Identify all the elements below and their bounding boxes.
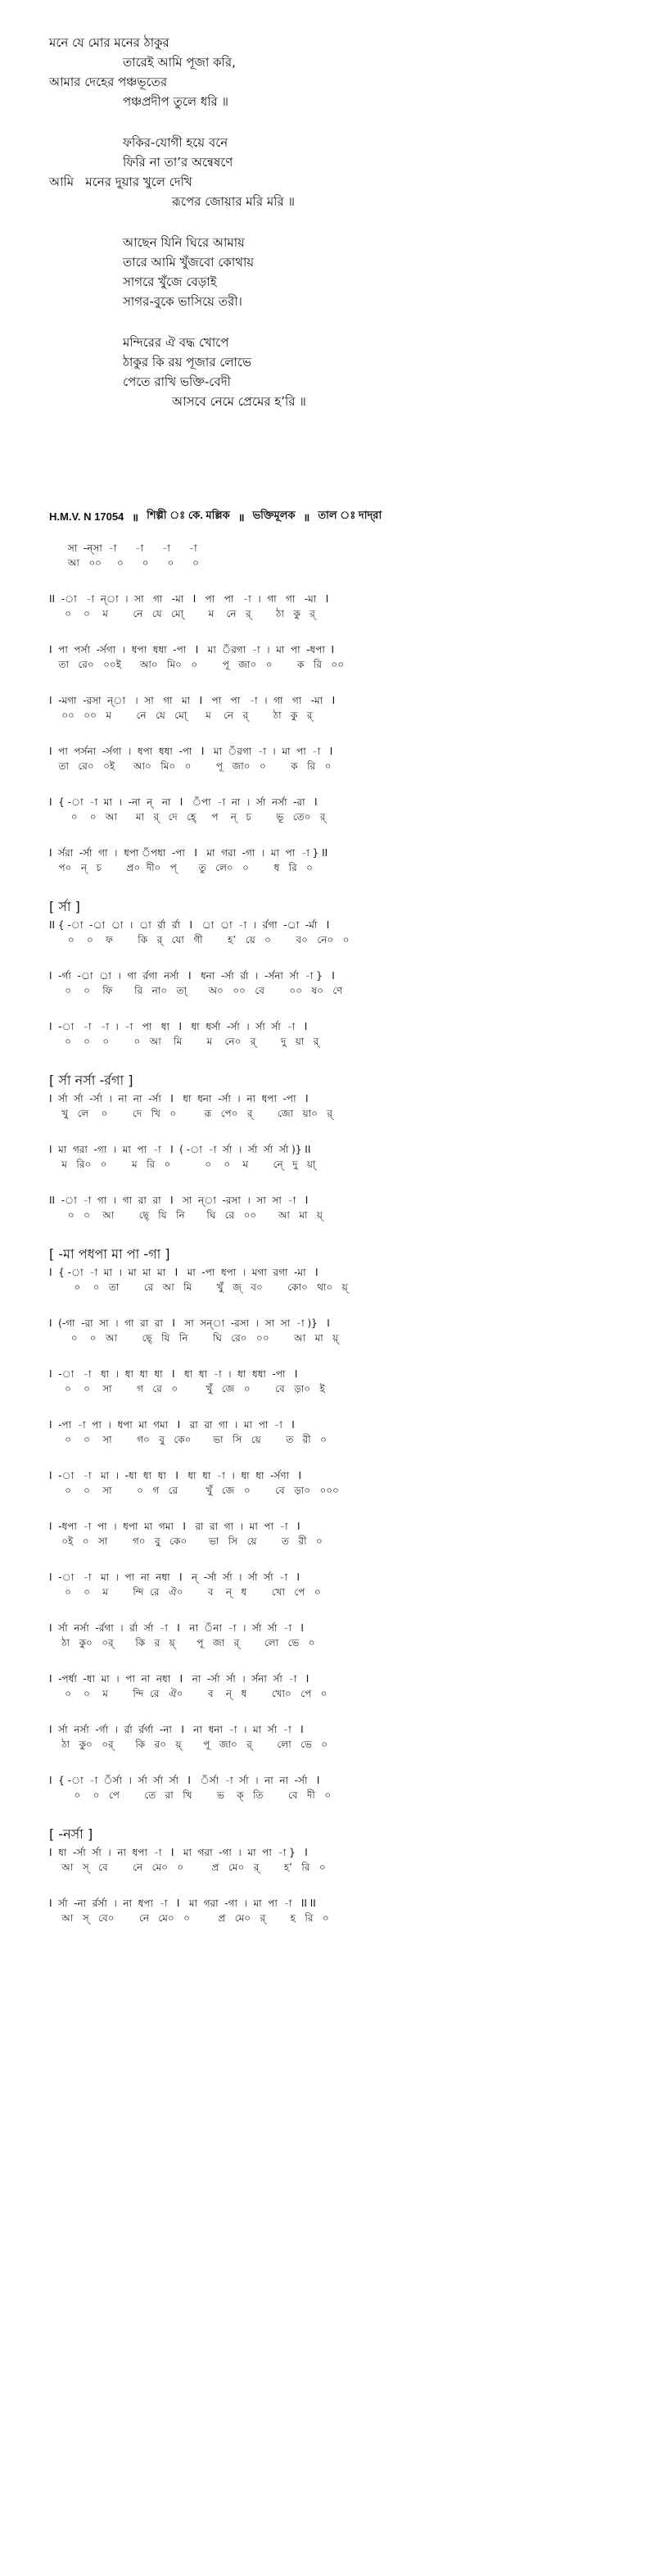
lyric-syllable-line: ০ ০ পে তে রা খি ভ ক্‌ তি বে দী ০ <box>49 1789 331 1801</box>
lyric-syllable-line: ০ ০ তা রে আ মি খুঁ জ্‌ ব০ কো০ থা০ য়্‌ <box>74 1281 348 1293</box>
lyric-syllable-line: ০ ০ সা ০ গ রে খুঁ জে ০ বে ড়া০ ০০০ <box>49 1485 339 1496</box>
notation-row <box>49 1265 622 1316</box>
swara-line: I র্সা নর্সা -র্রগা । র্রা র্সা -া I না ঁনা -া । র্সা র্সা -া I <box>49 1622 304 1634</box>
notation-row <box>49 592 622 642</box>
lyric-syllable-line: ০ ০ ম ন্দি রে ঐ০ ব ন্‌ ধ খো পে ০ <box>49 1586 321 1598</box>
lyrics-line: ঠাকুর কি রয় পূজার লোভে <box>123 355 252 370</box>
swara-line: I -পা -া পা । ধপা মা গমা I রা রা গা । মা পা -া I <box>49 1419 295 1431</box>
lyrics-line: ফিরি না তা’র অন্বেষণে <box>123 155 233 170</box>
notation-row <box>49 1091 622 1142</box>
lyrics-line: মন্দিরের ঐ বদ্ধ খোপে <box>123 335 229 350</box>
notation-row <box>49 918 622 968</box>
notation-note: [ -নর্সা ] <box>49 1826 93 1842</box>
tala-label: তাল ঃ দাদ্‌রা <box>318 509 382 521</box>
lyrics-stanza <box>49 233 606 311</box>
swara-line: I { -া -া ঁর্সা । র্সা র্সা র্সা I ঁর্সা -া র্সা । না না -র্সা I <box>49 1775 320 1786</box>
notation-row <box>49 968 622 1019</box>
swara-line: II { -া -র্া র্া । র্া র্রা র্রা I র্া র্া -া । র্রগা -র্া -র্মা I <box>49 919 330 931</box>
swara-line: I র্সা র্সা -র্সা । না না -র্সা I ধা ধনা -র্সা । না ধপা -পা I <box>49 1093 309 1104</box>
artist-label: শিল্পী ঃ কে. মল্লিক <box>147 509 230 521</box>
notation-sheet <box>49 541 622 1947</box>
lyrics-stanza <box>49 333 606 411</box>
lyric-syllable-line: তা রে০ ০০ই আ০ মি০ ০ পূ জা০ ০ ক রি ০০ <box>49 659 345 670</box>
lyrics-block <box>49 33 606 433</box>
swara-line: I -া -া -া । -া পা ধা I ধা ধর্সা -র্সা । র্সা র্সা -া I <box>49 1021 308 1032</box>
swara-line: I -ধপা -া পা । ধপা মা গমা I রা রা গা । মা পা -া I <box>49 1521 300 1532</box>
lyrics-stanza <box>49 33 606 111</box>
swara-line: I { -া -া মা । মা মা মা I মা -পা ধপা । মগা রগা -মা I <box>49 1267 318 1278</box>
lyric-syllable-line: ০ ০ ম নে যে মো্‌ ম নে র্‌ ঠা কু র্‌ <box>65 608 315 619</box>
lyric-syllable-line: প০ ন্‌ চ প্র০ দী০ প্‌ তু লে০ ০ ধ রি ০ <box>49 862 313 873</box>
swara-line: I ধা -র্সা র্সা । না ধপা -া I মা গরা -গা । মা পা -া } I <box>49 1847 308 1858</box>
lyric-syllable-line: ০ ০ আ ছে্‌ যি নি ঘি রে ০০ আ মা য়্‌ <box>67 1209 323 1221</box>
lyric-syllable-line: ০ ০ ০ ০ আ মি ম নে০ র্‌ দু য়া র্‌ <box>65 1036 319 1047</box>
swara-line: সা -ন্‌সা -া -া -া -া <box>49 542 197 554</box>
lyric-syllable-line: ০০ ০০ ম নে যে মো্‌ ম নে র্‌ ঠা কু র্‌ <box>61 710 313 721</box>
genre-label: ভক্তিমূলক <box>252 509 296 521</box>
notation-row <box>49 1570 622 1621</box>
separator: ॥ <box>237 510 245 524</box>
lyrics-stanza <box>49 133 606 211</box>
swara-line: II -া -া ন্‌া । সা গা -মা I পা পা -া । গা গা -মা I <box>49 593 329 605</box>
swara-line: I -া -া মা । পা না নধা I ন্‌ -র্সা র্সা । র্সা র্সা -া I <box>49 1571 300 1583</box>
lyrics-line: আমার দেহের পঞ্চভূতের <box>49 75 168 89</box>
lyrics-line: সাগর-বুকে ভাসিয়ে তরী। <box>123 294 242 309</box>
lyrics-line: তারেই আমি পূজা করি, <box>123 55 236 70</box>
notation-note: [ -মা পধপা মা পা -গা ] <box>49 1246 170 1262</box>
swara-line: I র্সা নর্সা -র্গা । র্রা র্রর্গা -না I না ধনা -া । মা র্সা -া I <box>49 1724 304 1735</box>
lyric-syllable-line: ম রি০ ০ ম রি ০ ০ ০ ম নে্‌ দু য়া্‌ <box>61 1159 316 1170</box>
lyric-syllable-line: ঠা কু০ ০র্‌ কি র০ য়্‌ পূ জা০ র্‌ লো ভে ০ <box>49 1739 328 1750</box>
lyric-syllable-line: ঠা কু০ ০র্‌ কি র য়্‌ পূ জা র্‌ লো ভে ০ <box>49 1637 315 1649</box>
lyrics-line: আসবে নেমে প্রেমের হ’রি ॥ <box>172 394 306 409</box>
lyric-syllable-line: ০ ০ সা গ রে ০ খুঁ জে ০ বে ড়া০ ই <box>49 1383 325 1395</box>
lyric-syllable-line: ০ ০ ম ন্দি রে ঐ০ ব ন্‌ ধ খো০ পে ০ <box>49 1688 328 1699</box>
swara-line: I (-গা -রা সা । গা রা রা I সা সন্‌া -রসা । সা সা -া )} I <box>49 1317 330 1329</box>
notation-row <box>49 642 622 693</box>
swara-line: I -পর্ধা -ধা মা । পা না নধা I না -র্সা র্সা । র্সনা র্সা -া I <box>49 1673 309 1685</box>
notation-row <box>49 1845 622 1896</box>
lyric-syllable-line: ০ ০ ফ কি র্‌ যো গী হ’ য়ে ০ ব০ নে০ ০ <box>49 934 350 946</box>
record-number: H.M.V. N 17054 <box>49 510 124 523</box>
lyrics-line: পঞ্চপ্রদীপ তুলে ধরি ॥ <box>123 94 229 109</box>
swara-line: I { -া -া মা । -না ন্‌ না I ঁপা -া না । র্সা নর্সা -রা I <box>49 796 318 808</box>
notation-row <box>49 1519 622 1570</box>
swara-line: II -া -া গা । গা রা রা I সা ন্‌া -রসা । সা সা -া I <box>49 1195 309 1206</box>
record-header <box>49 508 622 525</box>
notation-row <box>49 693 622 744</box>
notation-row <box>49 1621 622 1671</box>
lyrics-line: রূপের জোয়ার মরি মরি ॥ <box>172 194 295 209</box>
swara-line: I র্সা -না র্রর্সা । না ধপা -া I মা গরা -গা । মা পা -া II II <box>49 1898 316 1909</box>
lyric-syllable-line: খু লে ০ দে খি ০ রূ পে০ র্‌ জো য়া০ র্‌ <box>61 1108 332 1119</box>
swara-line: I -া -া মা । -ধা ধা ধা I ধা ধা -া । ধা ধা -র্সণা I <box>49 1470 302 1481</box>
lyric-syllable-line: আ স্‌ বে নে মে০ ০ প্র মে০ র্‌ হ’ রি ০ <box>49 1862 326 1873</box>
notation-row <box>49 1316 622 1367</box>
lyric-syllable-line: ০ ০ সা গ০ বু কে০ ভা সি য়ে ত রী ০ <box>49 1434 327 1445</box>
notation-row <box>49 1773 622 1824</box>
lyrics-line: আছেন যিনি ঘিরে আমায় <box>123 235 245 250</box>
lyrics-line: পেতে রাখি ভক্তি-বেদী <box>123 374 231 389</box>
swara-line: I পা পর্সা -র্সগা । ধপা ধধা -পা I মা ঁরগা -া । মা পা -ধপা I <box>49 644 335 655</box>
notation-row <box>49 1468 622 1519</box>
notation-note: [ র্সা নর্সা -র্রগা ] <box>49 1073 133 1088</box>
swara-line: I -মগা -রসা ন্‌া । সা গা মা I পা পা -া । গা গা -মা I <box>49 695 336 706</box>
lyric-syllable-line: তা রে০ ০ই আ০ মি০ ০ পূ জা০ ০ ক রি ০ <box>49 760 332 772</box>
lyric-syllable-line: ০ ০ আ মা র্‌ দে হে্‌ প ন্‌ চ ভূ তে০ র্‌ <box>70 811 326 823</box>
lyrics-line: তারে আমি খুঁজবো কোথায় <box>123 255 255 270</box>
swara-line: I র্সরা -র্সা গা । ধপা ঁপধা -পা I মা গরা -গা । মা পা -া } II <box>49 847 328 859</box>
notation-row <box>49 1671 622 1722</box>
swara-line: I -র্গা -র্া র্া । গা র্রগা নর্সা I ধনা -র্সা র্রা । -র্সনা র্সা -া } I <box>49 970 335 982</box>
lyric-syllable-line: ০ই ০ সা গ০ বু কে০ ভা সি য়ে ত রী ০ <box>49 1535 323 1547</box>
notation-row <box>49 1019 622 1070</box>
lyric-syllable-line: ০ ০ আ ছে্‌ যি নি ঘি রে০ ০০ আ মা য়্‌ <box>70 1332 339 1344</box>
swara-line: I পা পর্সনা -র্সগা । ধপা ধধা -পা I মা ঁরগা -া । মা পা -া I <box>49 746 333 757</box>
notation-row <box>49 1367 622 1417</box>
notation-row <box>49 541 622 592</box>
separator: ॥ <box>132 510 139 524</box>
notation-note: [ র্সা ] <box>49 899 80 914</box>
lyrics-line: ফকির-যোগী হয়ে বনে <box>123 135 228 150</box>
lyrics-line: সাগরে খুঁজে বেড়াই <box>123 274 217 289</box>
notation-row <box>49 744 622 795</box>
swara-line: I মা গরা -গা । মা পা -া I ( -া -া র্সা । র্সা র্সা র্সা )} II <box>49 1144 311 1155</box>
notation-row <box>49 1417 622 1468</box>
notation-row <box>49 795 622 846</box>
notation-row <box>49 846 622 896</box>
notation-row <box>49 1896 622 1947</box>
swara-line: I -া -া ধা । ধা ধা ধা I ধা ধা -া । ধা ধধা -পা I <box>49 1368 298 1380</box>
notation-row <box>49 1142 622 1193</box>
notation-row <box>49 1193 622 1244</box>
lyrics-line: মনে যে মোর মনের ঠাকুর <box>49 35 169 50</box>
notation-row <box>49 1722 622 1773</box>
lyrics-line: আমি মনের দুয়ার খুলে দেখি <box>49 175 192 189</box>
lyric-syllable-line: ০ ০ ফি রি না০ তা্‌ অ০ ০০ বে ০০ ষ০ ণে <box>49 985 343 996</box>
lyric-syllable-line: আ ০০ ০ ০ ০ ০ <box>49 557 199 569</box>
separator: ॥ <box>303 510 310 524</box>
lyric-syllable-line: আ স্‌ বে০ নে মে০ ০ প্র মে০ র্‌ হ রি ০ <box>49 1912 329 1924</box>
